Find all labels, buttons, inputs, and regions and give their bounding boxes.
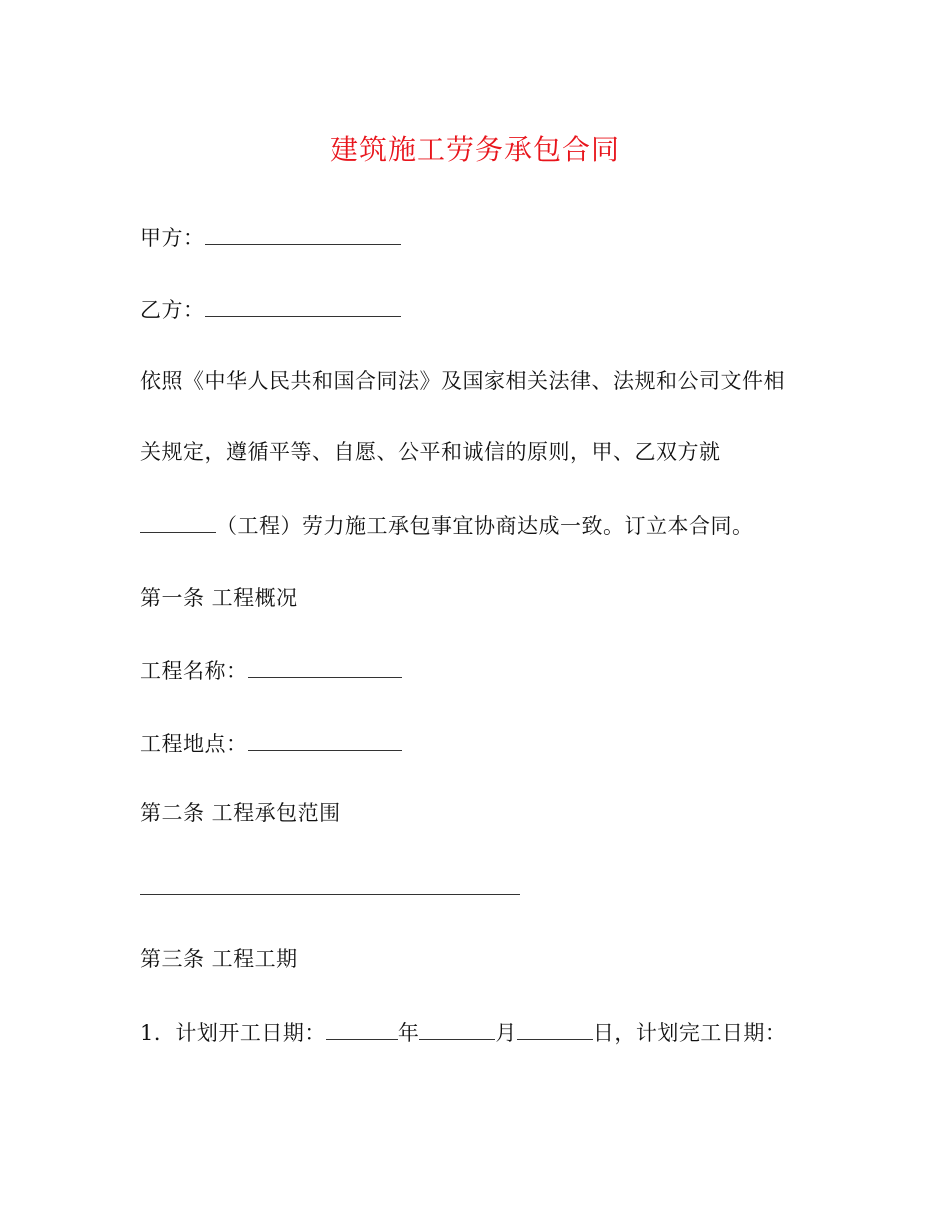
intro-line-3 — [140, 510, 754, 541]
project-name-blank — [248, 655, 402, 678]
party-a-label: 甲方： — [140, 226, 205, 250]
project-location-label: 工程地点： — [140, 732, 248, 756]
schedule-prefix: 1．计划开工日期： — [140, 1021, 326, 1045]
article-2-heading: 第二条 工程承包范围 — [140, 801, 341, 825]
article-1-heading: 第一条 工程概况 — [140, 586, 298, 610]
article-3-heading: 第三条 工程工期 — [140, 947, 298, 971]
party-b-line — [140, 294, 401, 325]
project-location-blank — [248, 728, 402, 751]
party-b-blank — [205, 294, 401, 317]
scope-blank-rule — [140, 894, 520, 895]
start-month-blank — [419, 1017, 495, 1040]
party-a-blank — [205, 222, 401, 245]
year-label: 年 — [397, 1021, 420, 1045]
intro-line-2: 关规定，遵循平等、自愿、公平和诚信的原则，甲、乙双方就 — [140, 440, 721, 464]
schedule-line — [140, 1017, 786, 1048]
document-title: 建筑施工劳务承包合同 — [329, 133, 620, 166]
start-year-blank — [326, 1017, 398, 1040]
party-b-label: 乙方： — [140, 298, 205, 322]
intro-line-1: 依照《中华人民共和国合同法》及国家相关法律、法规和公司文件相 — [140, 369, 785, 393]
day-label: 日，计划完工日期： — [592, 1021, 787, 1045]
start-day-blank — [517, 1017, 593, 1040]
intro-line-3-text: （工程）劳力施工承包事宜协商达成一致。订立本合同。 — [216, 514, 754, 538]
project-location-line — [140, 728, 402, 759]
project-name-line — [140, 655, 402, 686]
project-blank — [140, 510, 216, 533]
month-label: 月 — [495, 1021, 517, 1045]
party-a-line — [140, 222, 401, 253]
project-name-label: 工程名称： — [140, 659, 248, 683]
